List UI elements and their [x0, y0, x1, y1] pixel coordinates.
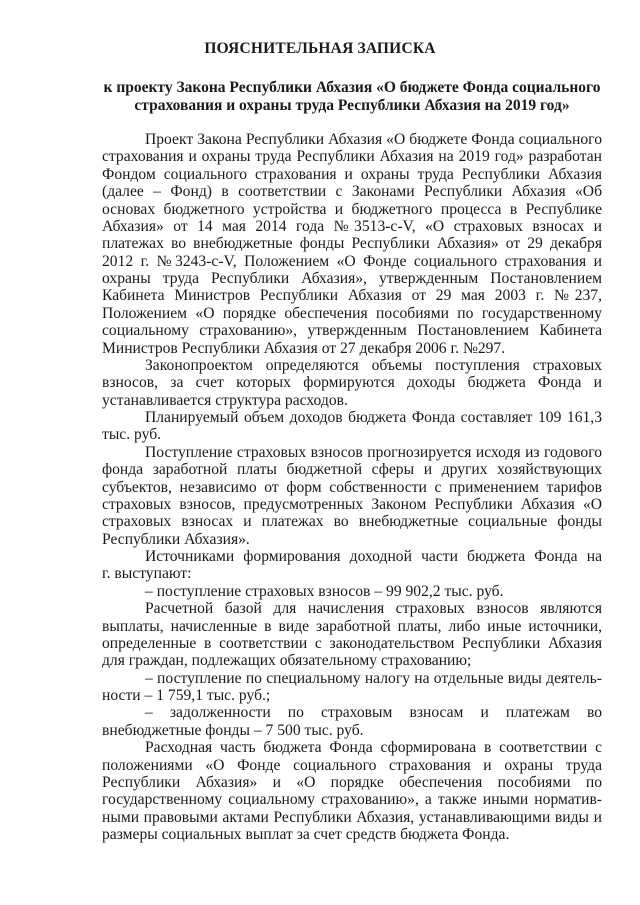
text-line: (далее – Фонд) в соответствии с Законами Республики Абхазия «Об	[102, 183, 602, 201]
text-line: Расчетной базой для начисления страховых взносов являются	[145, 600, 602, 618]
text-line: внебюджетные фонды – 7 500 тыс. руб.	[102, 721, 364, 739]
text-line: Абхазия» от 14 мая 2014 года №3513-с-V, «О страховых взносах и	[102, 217, 602, 235]
text-line: субъектов, независимо от форм собственности с применением тарифов	[102, 478, 602, 496]
text-line: платежах во внебюджетные фонды Республики Абхазия» от 29 декабря	[102, 235, 602, 253]
text-line: Положением «О порядке обеспечения пособиями по государственному	[102, 304, 602, 322]
text-line: страхования и охраны труда Республики Абхазия на 2019 год» разработан	[102, 148, 602, 166]
text-line: для граждан, подлежащих обязательному страхованию;	[102, 652, 472, 670]
text-line: страховых взносов, предусмотренных Законом Республики Абхазия «О	[102, 495, 602, 513]
text-line: страховых взносах и платежах во внебюджетные социальные фонды	[102, 513, 602, 531]
text-line: – поступление по специальному налогу на отдельные виды деятель-	[145, 669, 602, 687]
text-line: Законопроектом определяются объемы поступления страховых	[145, 356, 602, 374]
document-subtitle	[102, 79, 602, 114]
text-line: социальному страхованию», утвержденным Постановлением Кабинета	[102, 322, 602, 340]
text-line: Планируемый объем доходов бюджета Фонда составляет 109 161,3	[145, 409, 602, 426]
text-line: Республики Абхазия».	[102, 530, 250, 548]
text-line: положениями «О Фонде социального страхования и охраны труда	[102, 756, 602, 774]
text-line: Поступление страховых взносов прогнозируется исходя из годового	[145, 443, 602, 461]
paragraph	[102, 600, 602, 670]
text-line: г. выступают:	[102, 565, 192, 583]
paragraph	[102, 548, 602, 583]
text-line: Фондом социального страхования и охраны труда Республики Абхазия	[102, 165, 602, 183]
text-line: охраны труда Республики Абхазия», утвержденным Постановлением	[102, 270, 602, 287]
paragraph	[102, 444, 602, 548]
paragraph	[102, 131, 602, 357]
text-line: устанавливается структура расходов.	[102, 391, 348, 409]
text-line: Республики Абхазия» и «О порядке обеспечения пособиями по	[102, 773, 602, 791]
text-line: государственному социальному страхованию», а также иными норматив-	[102, 791, 602, 809]
paragraph	[102, 357, 602, 409]
document-body	[102, 131, 602, 843]
text-line: Источниками формирования доходной части бюджета Фонда на	[145, 548, 602, 565]
text-line: Кабинета Министров Республики Абхазия от 29 мая 2003 г. №237,	[102, 287, 602, 305]
text-line: – задолженности по страховым взносам и платежам во	[145, 704, 602, 722]
paragraph	[102, 704, 602, 739]
text-line: Проект Закона Республики Абхазия «О бюджете Фонда социального	[145, 131, 602, 148]
paragraph	[102, 409, 602, 444]
text-line: ными правовыми актами Республики Абхазия, устанавливающими виды и	[102, 808, 602, 826]
text-line: – поступление страховых взносов – 99 902,2 тыс. руб.	[145, 582, 504, 600]
text-line: Расходная часть бюджета Фонда сформирована в соответствии с	[145, 739, 602, 757]
subtitle-line: к проекту Закона Республики Абхазия «О бюджете Фонда социального	[103, 79, 601, 96]
paragraph	[102, 670, 602, 705]
text-line: основах бюджетного устройства и бюджетного процесса в Республике	[102, 200, 602, 218]
document-title: ПОЯСНИТЕЛЬНАЯ ЗАПИСКА	[204, 40, 436, 57]
paragraph	[102, 583, 602, 600]
text-line: размеры социальных выплат за счет средств бюджета Фонда.	[102, 826, 510, 843]
text-line: ности – 1 759,1 тыс. руб.;	[102, 687, 271, 704]
text-line: Министров Республики Абхазия от 27 декабря 2006 г. №297.	[102, 339, 506, 357]
text-line: взносов, за счет которых формируются доходы бюджета Фонда и	[102, 374, 602, 392]
text-line: определенные в соответствии с законодательством Республики Абхазия	[102, 634, 602, 652]
text-line: фонда заработной платы бюджетной сферы и других хозяйствующих	[102, 461, 602, 479]
text-line: тыс. руб.	[102, 426, 162, 444]
subtitle-line: страхования и охраны труда Республики Абхазия на 2019 год»	[134, 96, 570, 114]
paragraph	[102, 739, 602, 843]
text-line: 2012 г. №3243-с-V, Положением «О Фонде социального страхования и	[102, 252, 602, 270]
text-line: выплаты, начисленные в виде заработной платы, либо иные источники,	[102, 617, 602, 635]
